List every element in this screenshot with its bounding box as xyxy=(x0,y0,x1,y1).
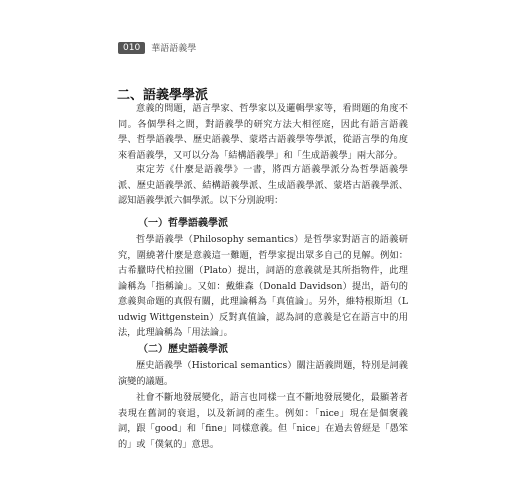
running-title: 華語語義學 xyxy=(151,44,197,54)
paragraph-philosophy-semantics: 哲學語義學（Philosophy semantics）是哲學家對語言的語義研究，圍繞著什麼是意義這一難題，哲學家提出眾多自己的見解。例如：古希臘時代柏拉圖（Plato）提出，詞語的意義就是其所指物件，此理論稱為「指稱論」。又如：戴維森（Donald Davidson）提出，語句的意義與命題的真假有關，此理論稱為「真值論」。另外，維特根斯坦（Ludwig Wittgenstein）反對真值論，認為詞的意義是它在語言中的用法，此理論稱為「用法論」。 xyxy=(118,234,408,338)
subheading-historical-semantics: （二）歷史語義學派 xyxy=(138,344,228,355)
subheading-philosophy-semantics: （一）哲學語義學派 xyxy=(138,218,228,229)
page-number: 010 xyxy=(118,42,145,54)
page-header xyxy=(118,41,196,54)
paragraph-intro: 意義的問題，語言學家、哲學家以及邏輯學家等，看問題的角度不同。各個學科之間，對語義學的研究方法大相徑庭，因此有語言語義學、哲學語義學、歷史語義學、蒙塔古語義學等學派，從語言學的角度來看語義學，又可以分為「結構語義學」和「生成語義學」兩大部分。 xyxy=(118,103,408,161)
paragraph-schools-overview: 束定芳《什麼是語義學》一書，將西方語義學派分為哲學語義學派、歷史語義學派、結構語義學派、生成語義學派、蒙塔古語義學派、認知語義學派六個學派。以下分別說明： xyxy=(118,164,408,206)
section-heading: 二、語義學學派 xyxy=(117,88,209,103)
paragraph-historical-semantics: 歷史語義學（Historical semantics）關注語義問題，特別是詞義演變的議題。 xyxy=(118,360,408,387)
paragraph-language-change: 社會不斷地發展變化，語言也同樣一直不斷地發展變化，最顯著者表現在舊詞的衰退，以及新詞的產生。例如：「nice」現在是個褒義詞，跟「good」和「fine」同樣意義。但「nice」在過去曾經是「愚笨的」或「僕氣的」意思。 xyxy=(118,392,408,450)
